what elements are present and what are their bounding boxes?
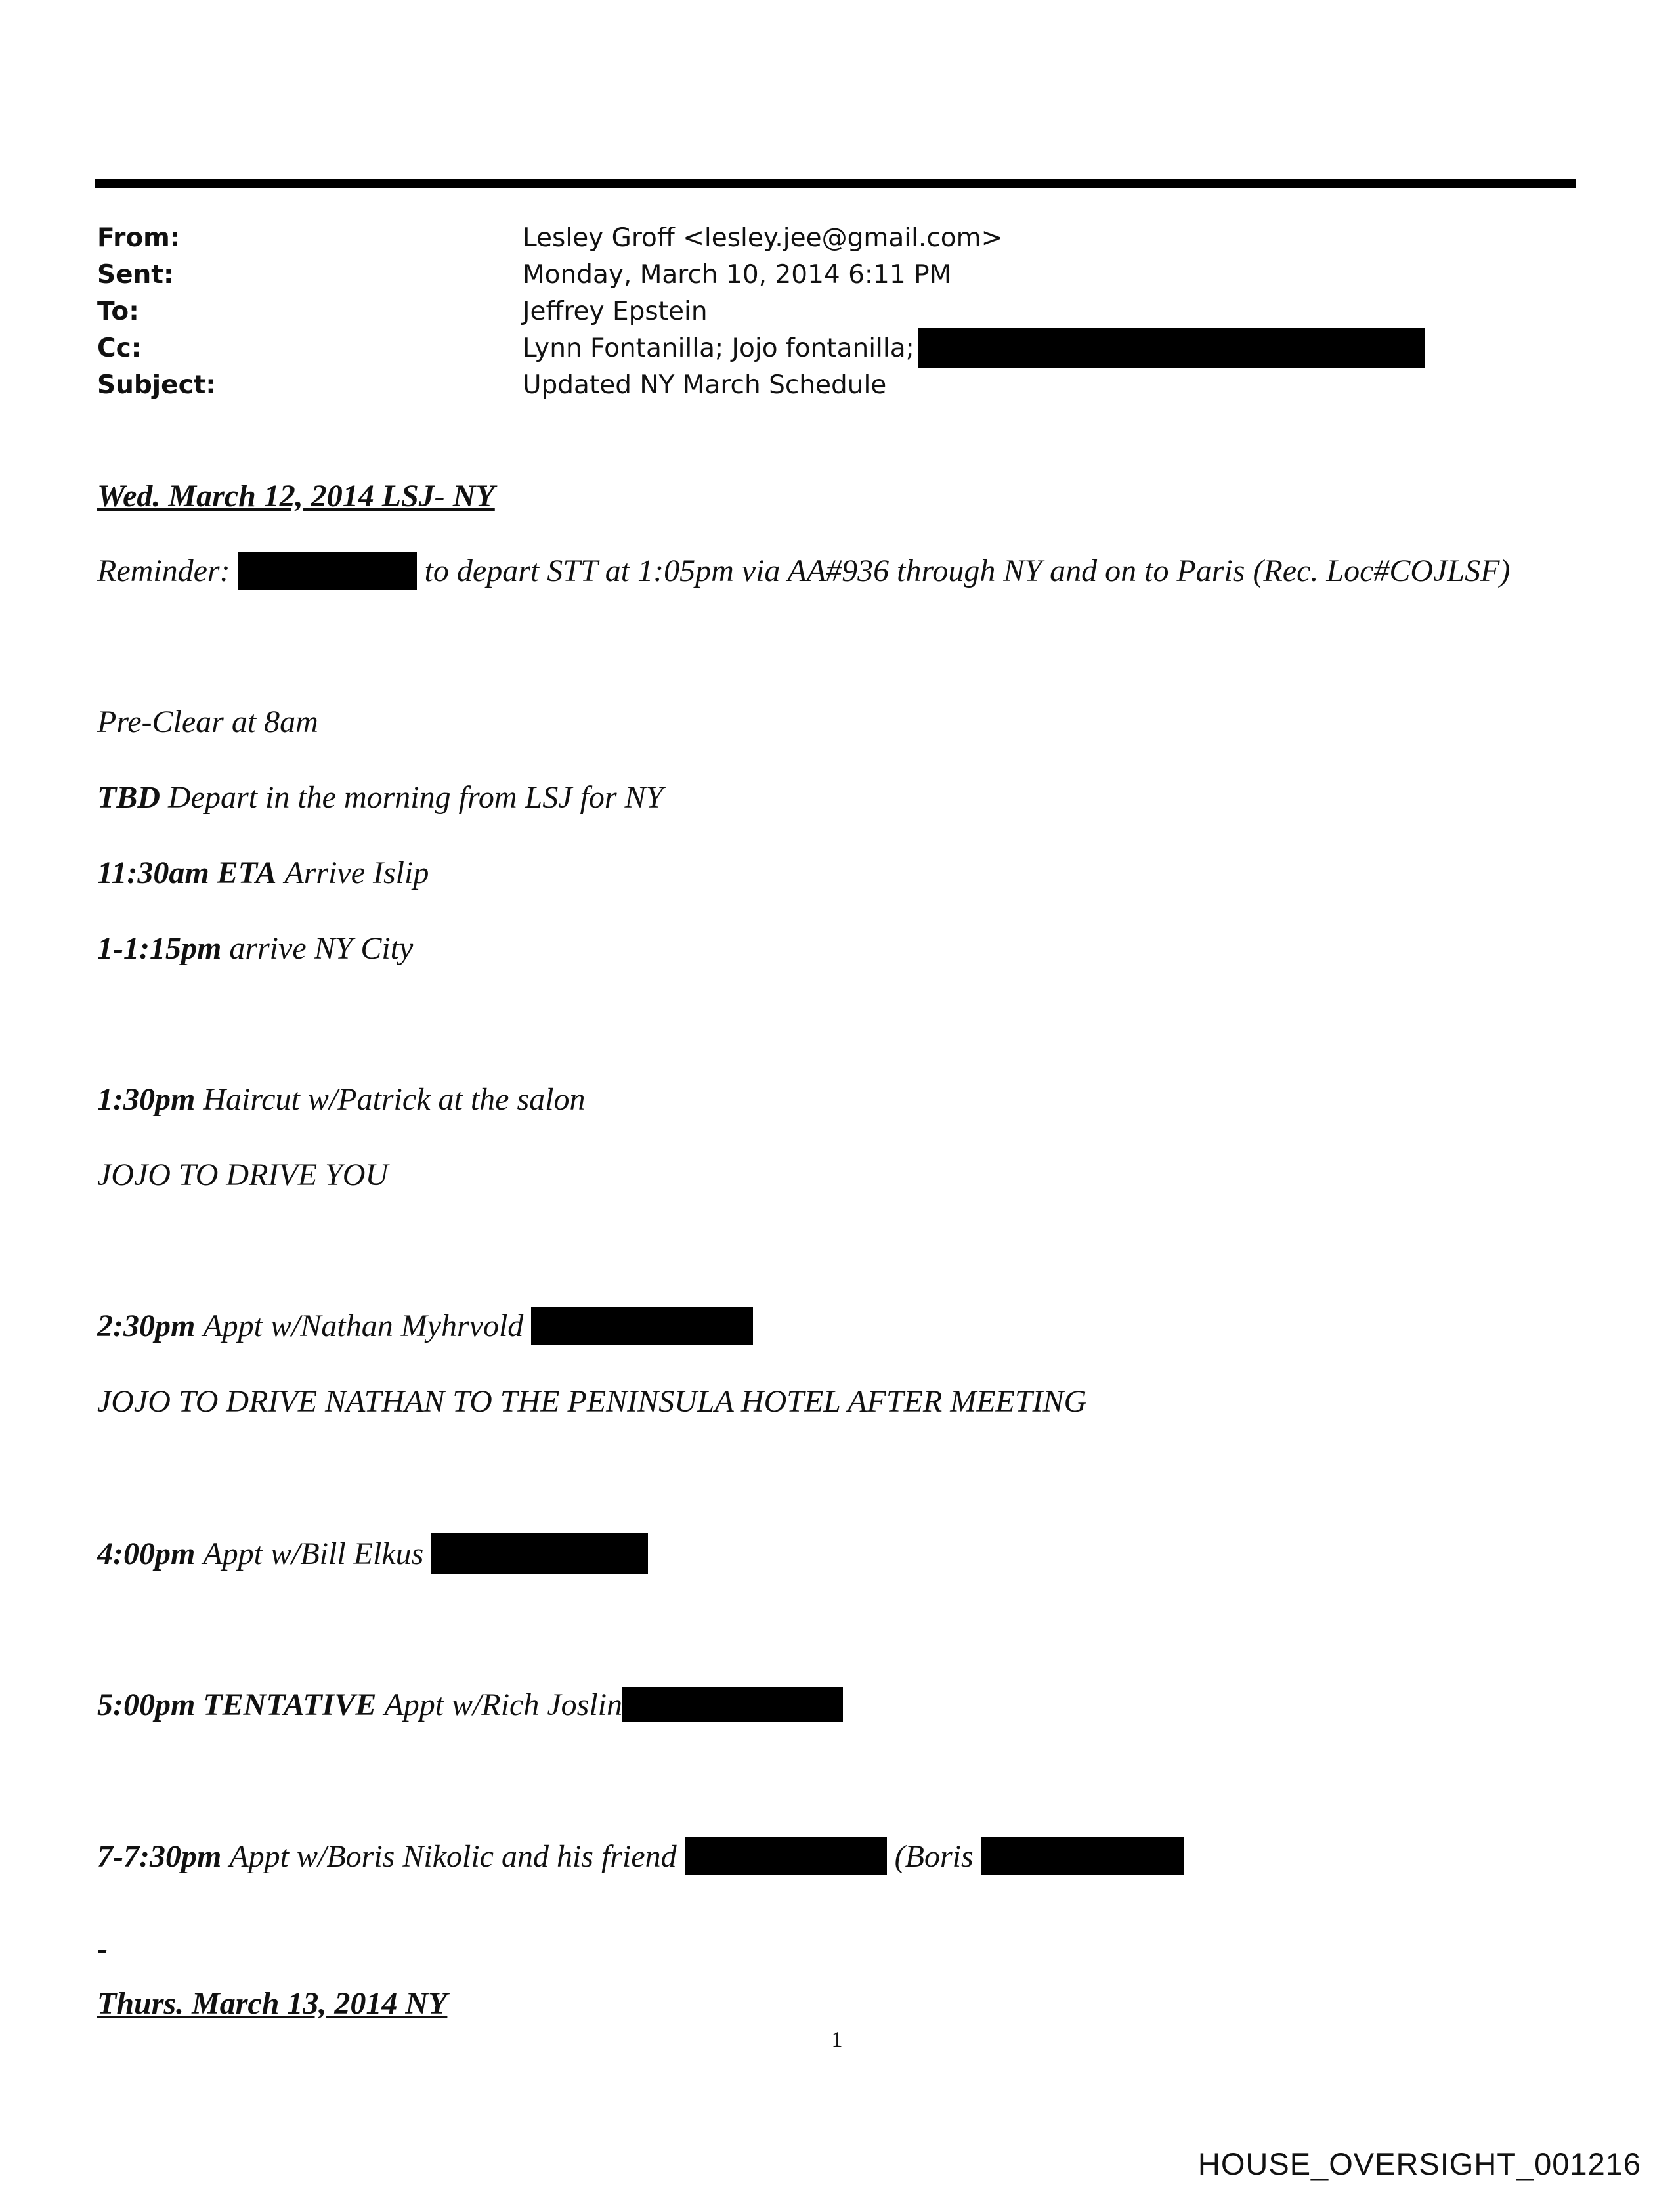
dash-line [97,1926,108,1970]
islip-line [97,851,429,894]
reminder-text: to depart STT at 1:05pm via AA#936 through NY and on to Paris (Rec. Loc#COJLSF) [424,553,1511,588]
elkus-text: Appt w/Bill Elkus [203,1536,424,1571]
from-value: Lesley Groff <lesley.jee@gmail.com> [523,223,1003,253]
dash-text: - [97,1930,108,1966]
islip-text: Arrive Islip [284,855,429,890]
header-rule [95,179,1576,188]
haircut-time: 1:30pm [97,1081,196,1117]
tbd-text: Depart in the morning from LSJ for NY [168,779,664,815]
tbd-time: TBD [97,779,160,815]
day-heading-thurs [97,1982,447,2025]
date-heading: Wed. March 12, 2014 LSJ- NY [97,478,495,513]
preclear-line [97,700,318,743]
cc-value-group [523,328,1425,368]
joslin-time: 5:00pm TENTATIVE [97,1687,377,1722]
from-label: From: [97,223,181,253]
redaction-block [622,1687,843,1722]
jojo-text-1: JOJO TO DRIVE YOU [97,1157,389,1192]
tbd-line [97,775,663,819]
reminder-line [97,549,1510,592]
elkus-line [97,1532,648,1575]
jojo-line-2 [97,1379,1086,1423]
boris-time: 7-7:30pm [97,1838,222,1874]
sent-label: Sent: [97,259,174,290]
sent-value: Monday, March 10, 2014 6:11 PM [523,259,952,290]
sent-row [97,256,1425,293]
redaction-block [685,1837,887,1875]
joslin-text: Appt w/Rich Joslin [384,1687,623,1722]
email-header [97,219,1425,403]
city-time: 1-1:15pm [97,930,222,966]
cc-value: Lynn Fontanilla; Jojo fontanilla; [523,333,914,363]
haircut-line [97,1077,586,1121]
islip-time: 11:30am ETA [97,855,277,890]
jojo-text-2: JOJO TO DRIVE NATHAN TO THE PENINSULA HOTEL AFTER MEETING [97,1383,1087,1419]
haircut-text: Haircut w/Patrick at the salon [203,1081,586,1117]
redaction-block [531,1307,753,1345]
city-line [97,926,413,970]
day-heading-wed [97,474,495,517]
city-text: arrive NY City [229,930,414,966]
subject-label: Subject: [97,370,216,400]
preclear-text: Pre-Clear at 8am [97,704,318,739]
date-heading: Thurs. March 13, 2014 NY [97,1985,448,2021]
cc-label: Cc: [97,333,142,363]
to-row [97,293,1425,330]
bates-number: HOUSE_OVERSIGHT_001216 [1197,2146,1641,2181]
boris-paren: (Boris [894,1838,974,1874]
nathan-line [97,1304,753,1347]
nathan-text: Appt w/Nathan Myhrvold [203,1308,524,1343]
jojo-line-1 [97,1153,388,1196]
subject-value: Updated NY March Schedule [523,370,887,400]
cc-row [97,330,1425,366]
page-number: 1 [831,2028,843,2052]
to-label: To: [97,296,139,326]
reminder-label: Reminder: [97,553,230,588]
elkus-time: 4:00pm [97,1536,196,1571]
nathan-time: 2:30pm [97,1308,196,1343]
boris-text: Appt w/Boris Nikolic and his friend [229,1838,677,1874]
redaction-block [238,552,417,590]
redaction-block [918,328,1425,368]
from-row [97,219,1425,256]
redaction-block [431,1533,648,1574]
redaction-block [981,1837,1184,1875]
subject-row [97,366,1425,403]
boris-line [97,1834,1184,1878]
to-value: Jeffrey Epstein [523,296,708,326]
joslin-line [97,1683,843,1726]
